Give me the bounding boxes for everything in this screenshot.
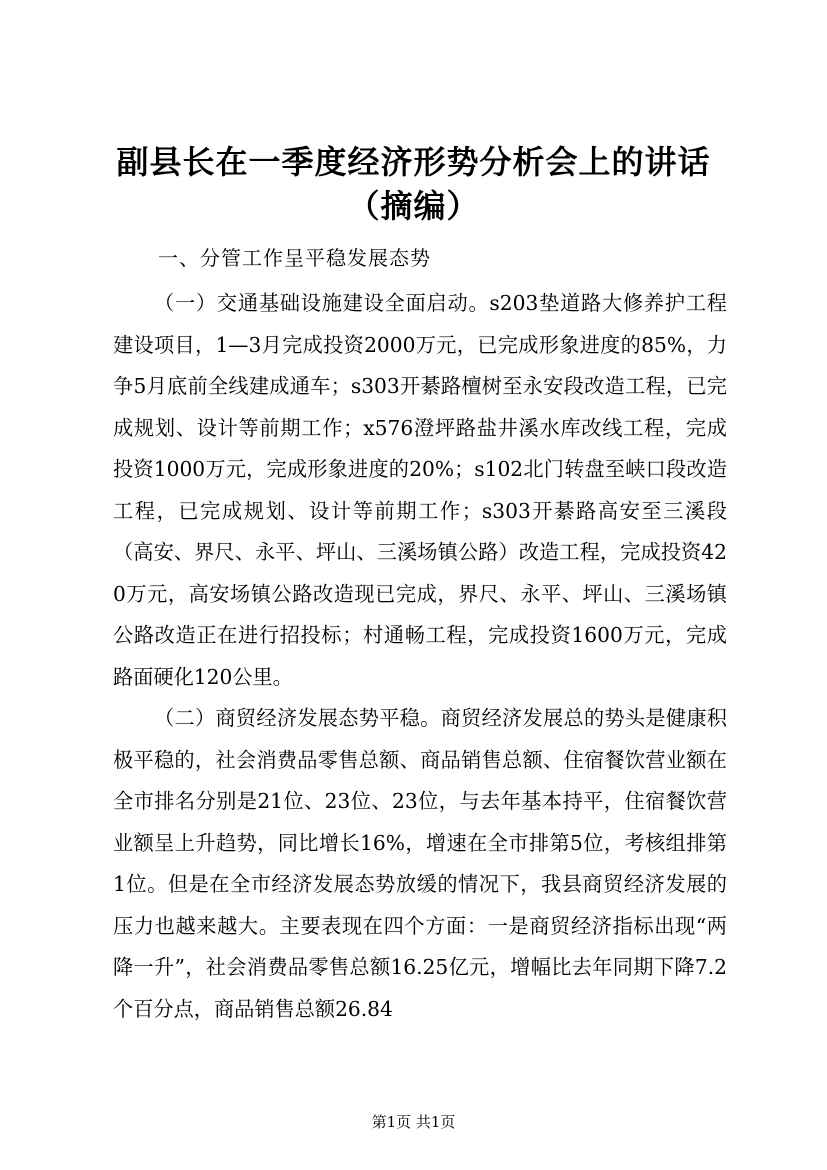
document-body — [113, 238, 727, 1030]
page-footer: 第1页 共1页 — [371, 1113, 456, 1131]
paragraph-commerce: （二）商贸经济发展态势平稳。商贸经济发展总的势头是健康积极平稳的，社会消费品零售总额、商品销售总额、住宿餐饮营业额在全市排名分别是21位、23位、23位，与去年基本持平，住宿餐饮营业额呈上升趋势，同比增长16%，增速在全市排第5位，考核组排第1位。但是在全市经济发展态势放缓的情况下，我县商贸经济发展的压力也越来越大。主要表现在四个方面：一是商贸经济指标出现“两降一升”，社会消费品零售总额16.25亿元，增幅比去年同期下降7.2个百分点，商品销售总额26.84 — [113, 706, 727, 1021]
section-heading: 一、分管工作呈平稳发展态势 — [158, 246, 431, 270]
document-title: 副县长在一季度经济形势分析会上的讲话（摘编） — [116, 143, 711, 225]
paragraph-transport: （一）交通基础设施建设全面启动。s203垫道路大修养护工程建设项目，1—3月完成投资2000万元，已完成形象进度的85%，力争5月底前全线建成通车；s303开綦路檀树至永安段改造工程，已完成规划、设计等前期工作；x576澄坪路盐井溪水库改线工程，完成投资1000万元，完成形象进度的20%；s102北门转盘至峡口段改造工程，已完成规划、设计等前期工作；s303开綦路高安至三溪段（高安、界尺、永平、坪山、三溪场镇公路）改造工程，完成投资420万元，高安场镇公路改造现已完成，界尺、永平、坪山、三溪场镇公路改造正在进行招投标；村通畅工程，完成投资1600万元，完成路面硬化120公里。 — [113, 291, 727, 689]
